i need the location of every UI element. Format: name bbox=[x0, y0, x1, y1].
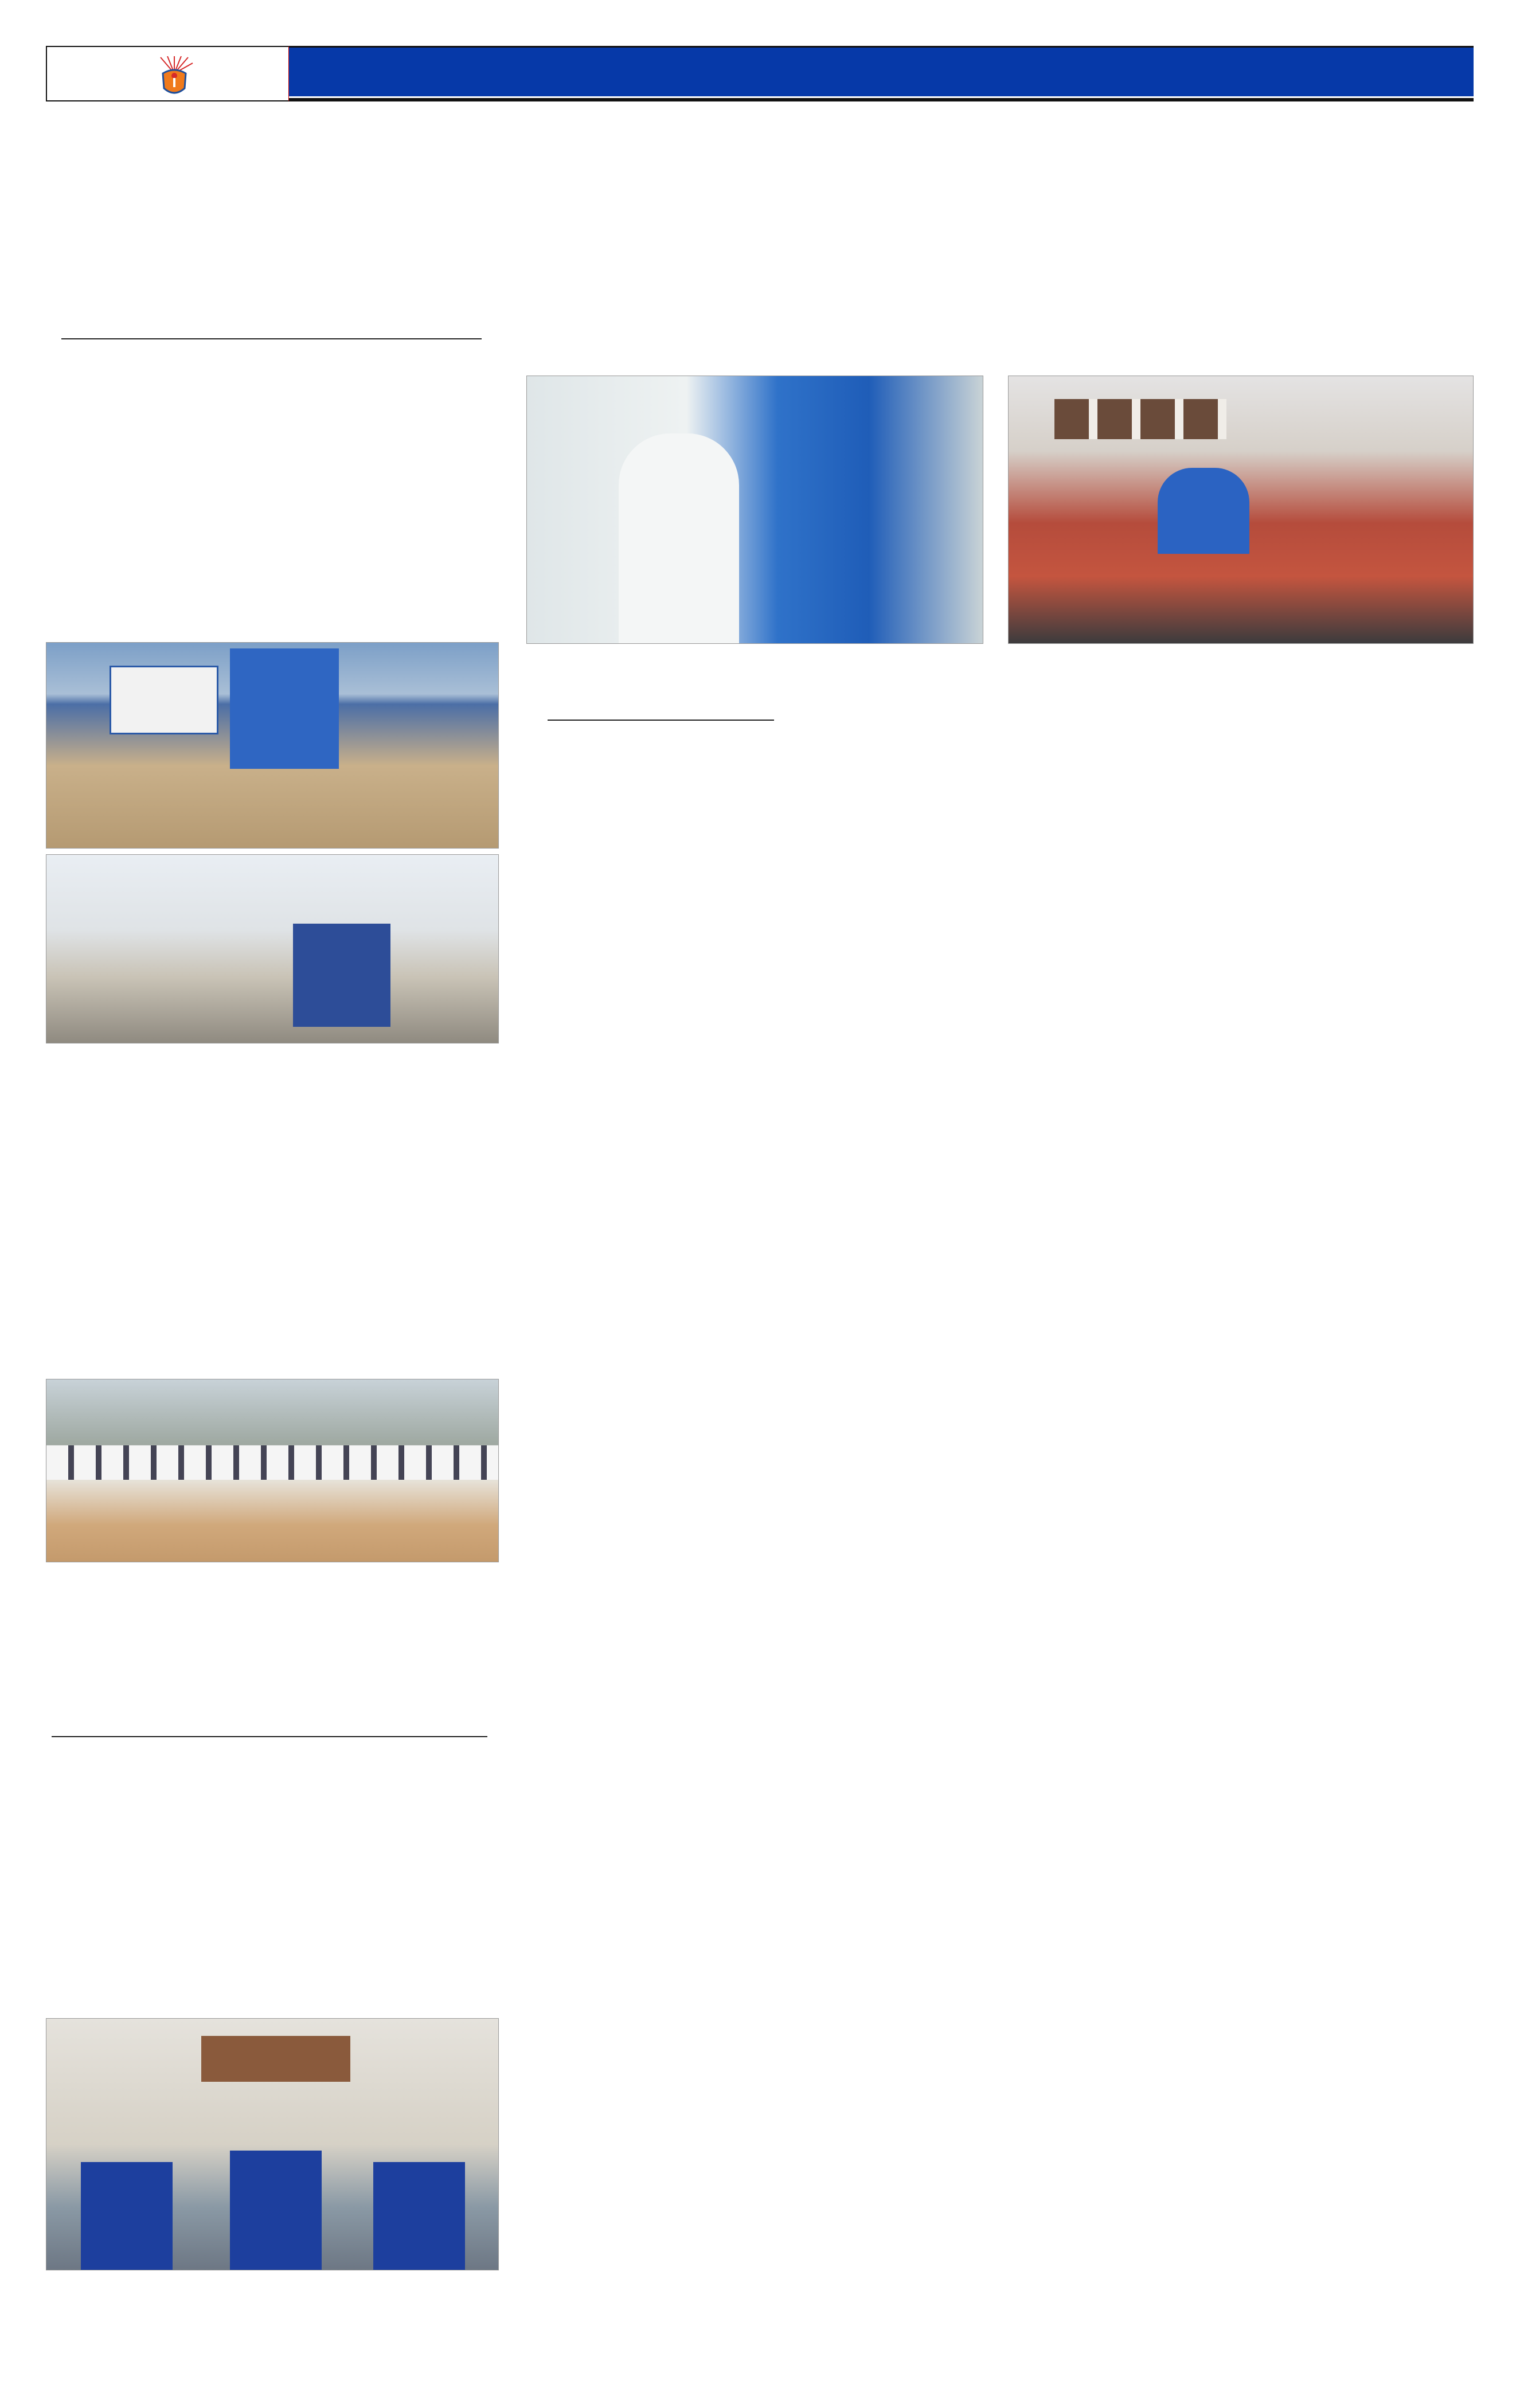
photo-person-shape bbox=[230, 2151, 322, 2270]
masthead-logo bbox=[46, 46, 289, 101]
photo-placards-shape bbox=[46, 1445, 499, 1480]
power-workers-body bbox=[46, 1195, 499, 1373]
sunburst-emblem-icon bbox=[155, 56, 194, 97]
nss-cleaning-photo bbox=[46, 642, 499, 849]
divider bbox=[548, 720, 774, 721]
photo-portraits-shape bbox=[1054, 399, 1226, 439]
divider bbox=[61, 338, 482, 339]
photo-banner-shape bbox=[293, 924, 390, 1027]
top-story-col1 bbox=[530, 748, 794, 863]
assigned-lands-body bbox=[46, 1769, 499, 2013]
collector-hospital-photo bbox=[526, 376, 983, 644]
photo-person-shape bbox=[81, 2162, 173, 2270]
collector-office-photo bbox=[1008, 376, 1474, 644]
photo-portraits-shape bbox=[201, 2036, 350, 2082]
bsp-press-meet-photo bbox=[46, 2018, 499, 2270]
photo-collector-shape bbox=[1158, 468, 1249, 554]
nss-rally-photo bbox=[46, 854, 499, 1043]
power-workers-protest-photo bbox=[46, 1379, 499, 1562]
masthead-band bbox=[289, 46, 1474, 101]
photo-person-shape bbox=[373, 2162, 465, 2270]
nss-body bbox=[46, 370, 499, 631]
photo-water-tank-shape bbox=[230, 648, 339, 769]
photo-banner-shape bbox=[110, 666, 218, 734]
divider bbox=[52, 1736, 487, 1737]
photo-nurse-shape bbox=[619, 433, 739, 644]
